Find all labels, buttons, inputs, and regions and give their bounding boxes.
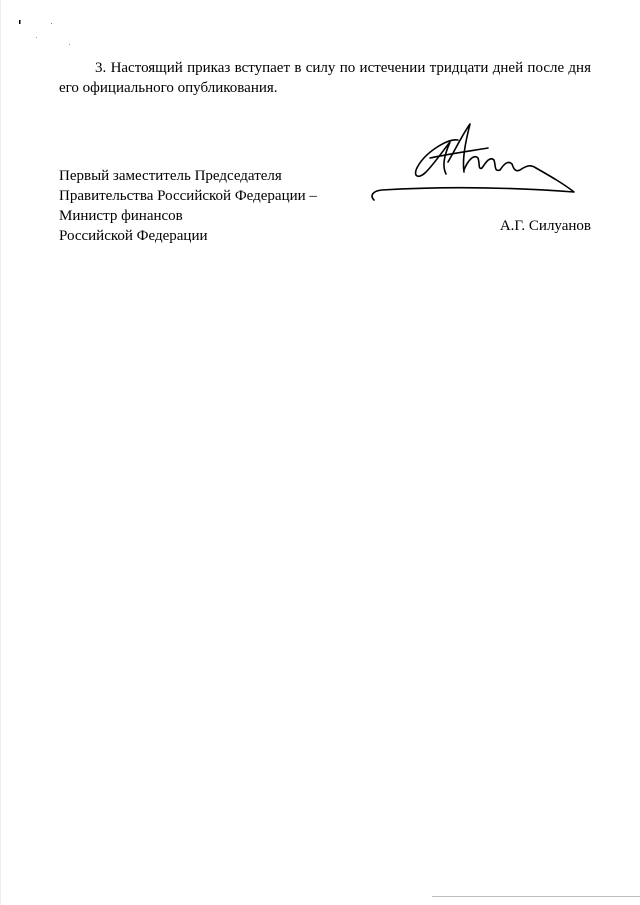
scan-specks <box>0 0 80 50</box>
signatory-name: А.Г. Силуанов <box>499 218 591 234</box>
signatory-title-line: Российской Федерации <box>59 228 208 244</box>
signatory-title <box>59 166 359 246</box>
signatory-title-line: Первый заместитель Председателя <box>59 168 282 184</box>
signatory-title-line: Министр финансов <box>59 208 183 224</box>
scan-edge-line <box>432 896 640 897</box>
signatory-title-line: Правительства Российской Федерации – <box>59 188 317 204</box>
handwritten-signature <box>360 118 580 208</box>
scan-margin-line <box>0 0 1 905</box>
clause-3-paragraph: 3. Настоящий приказ вступает в силу по истечении тридцати дней после дня его официального опубликования. <box>59 60 591 96</box>
